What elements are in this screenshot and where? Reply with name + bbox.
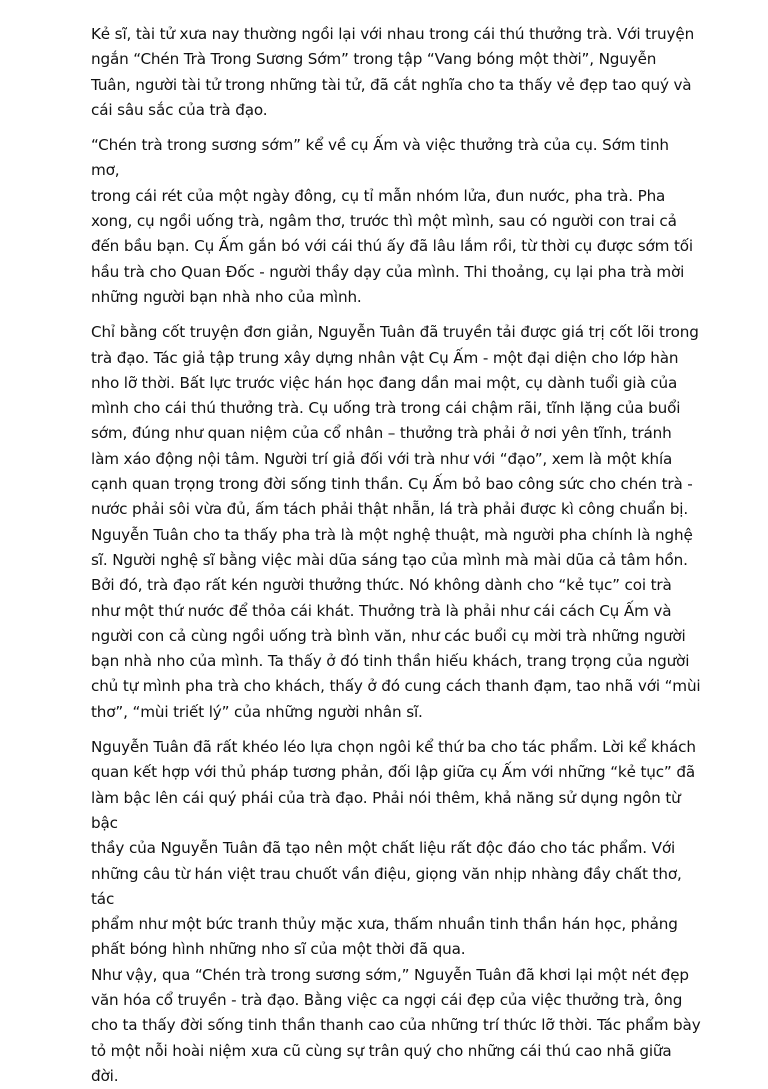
paragraph-summary: “Chén trà trong sương sớm” kể về cụ Ấm và việc thưởng trà của cụ. Sớm tinh mơ, trong cái rét của một ngày đông, cụ tỉ mẫn nhóm lửa, đun nước, pha trà. Pha xong, cụ ngồi uống trà, ngâm thơ, trước thì một mình, sau có người con trai cả đến bầu bạn. Cụ Ấm gắn bó với cái thú ấy đã lâu lắm rồi, từ thời cụ được sớm tối hầu trà cho Quan Đốc - người thầy dạy của mình. Thi thoảng, cụ lại pha trà mời những người bạn nhà nho của mình. xyxy=(91,136,693,306)
paragraph-style: Nguyễn Tuân đã rất khéo léo lựa chọn ngôi kể thứ ba cho tác phẩm. Lời kể khách quan kết hợp với thủ pháp tương phản, đối lập giữa cụ Ấm với những “kẻ tục” đã làm bậc lên cái quý phái của trà đạo. Phải nói thêm, khả năng sử dụng ngôn từ bậc thầy của Nguyễn Tuân đã tạo nên một chất liệu rất độc đáo cho tác phẩm. Với những câu từ hán việt trau chuốt vần điệu, giọng văn nhịp nhàng đầy chất thơ, tác phẩm như một bức tranh thủy mặc xưa, thấm nhuần tinh thần hán học, phảng phất bóng hình những nho sĩ của một thời đã qua. xyxy=(91,738,696,959)
paragraph-intro: Kẻ sĩ, tài tử xưa nay thường ngồi lại với nhau trong cái thú thưởng trà. Với truyện ngắn “Chén Trà Trong Sương Sớm” trong tập “Vang bóng một thời”, Nguyễn Tuân, người tài tử trong những tài tử, đã cắt nghĩa cho ta thấy vẻ đẹp tao quý và cái sâu sắc của trà đạo. xyxy=(91,25,695,119)
paragraph-conclusion: Như vậy, qua “Chén trà trong sương sớm,” Nguyễn Tuân đã khơi lại một nét đẹp văn hóa cổ truyền - trà đạo. Bằng việc ca ngợi cái đẹp của việc thưởng trà, ông cho ta thấy đời sống tinh thần thanh cao của những trí thức lỡ thời. Tác phẩm bày tỏ một nỗi hoài niệm xưa cũ cùng sự trân quý cho những cái thú cao nhã giữa đời. xyxy=(91,965,701,1085)
document-body xyxy=(91,22,701,1089)
paragraph-analysis: Chỉ bằng cốt truyện đơn giản, Nguyễn Tuân đã truyền tải được giá trị cốt lõi trong trà đạo. Tác giả tập trung xây dựng nhân vật Cụ Ấm - một đại diện cho lớp hàn nho lỡ thời. Bất lực trước việc hán học đang dần mai một, cụ dành tuổi già của mình cho cái thú thưởng trà. Cụ uống trà trong cái chậm rãi, tĩnh lặng của buổi sớm, đúng như quan niệm của cổ nhân – thưởng trà phải ở nơi yên tĩnh, tránh làm xáo động nội tâm. Người trí giả đối với trà như với “đạo”, xem là một khía cạnh quan trọng trong đời sống tinh thần. Cụ Ấm bỏ bao công sức cho chén trà - nước phải sôi vừa đủ, ấm tách phải thật nhẵn, lá trà phải được kì công chuẩn bị. Nguyễn Tuân cho ta thấy pha trà là một nghệ thuật, mà người pha chính là nghệ sĩ. Người nghệ sĩ bằng việc mài dũa sáng tạo của mình mà mài dũa cả tâm hồn. Bởi đó, trà đạo rất kén người thưởng thức. Nó không dành cho “kẻ tục” coi trà như một thứ nước để thỏa cái khát. Thưởng trà là phải như cái cách Cụ Ấm và người con cả cùng ngồi uống trà bình văn, như các buổi cụ mời trà những người bạn nhà nho của mình. Ta thấy ở đó tinh thần hiếu khách, trang trọng của người chủ tự mình pha trà cho khách, thấy ở đó cung cách thanh đạm, tao nhã với “mùi thơ”, “mùi triết lý” của những người nhân sĩ. xyxy=(91,323,701,721)
